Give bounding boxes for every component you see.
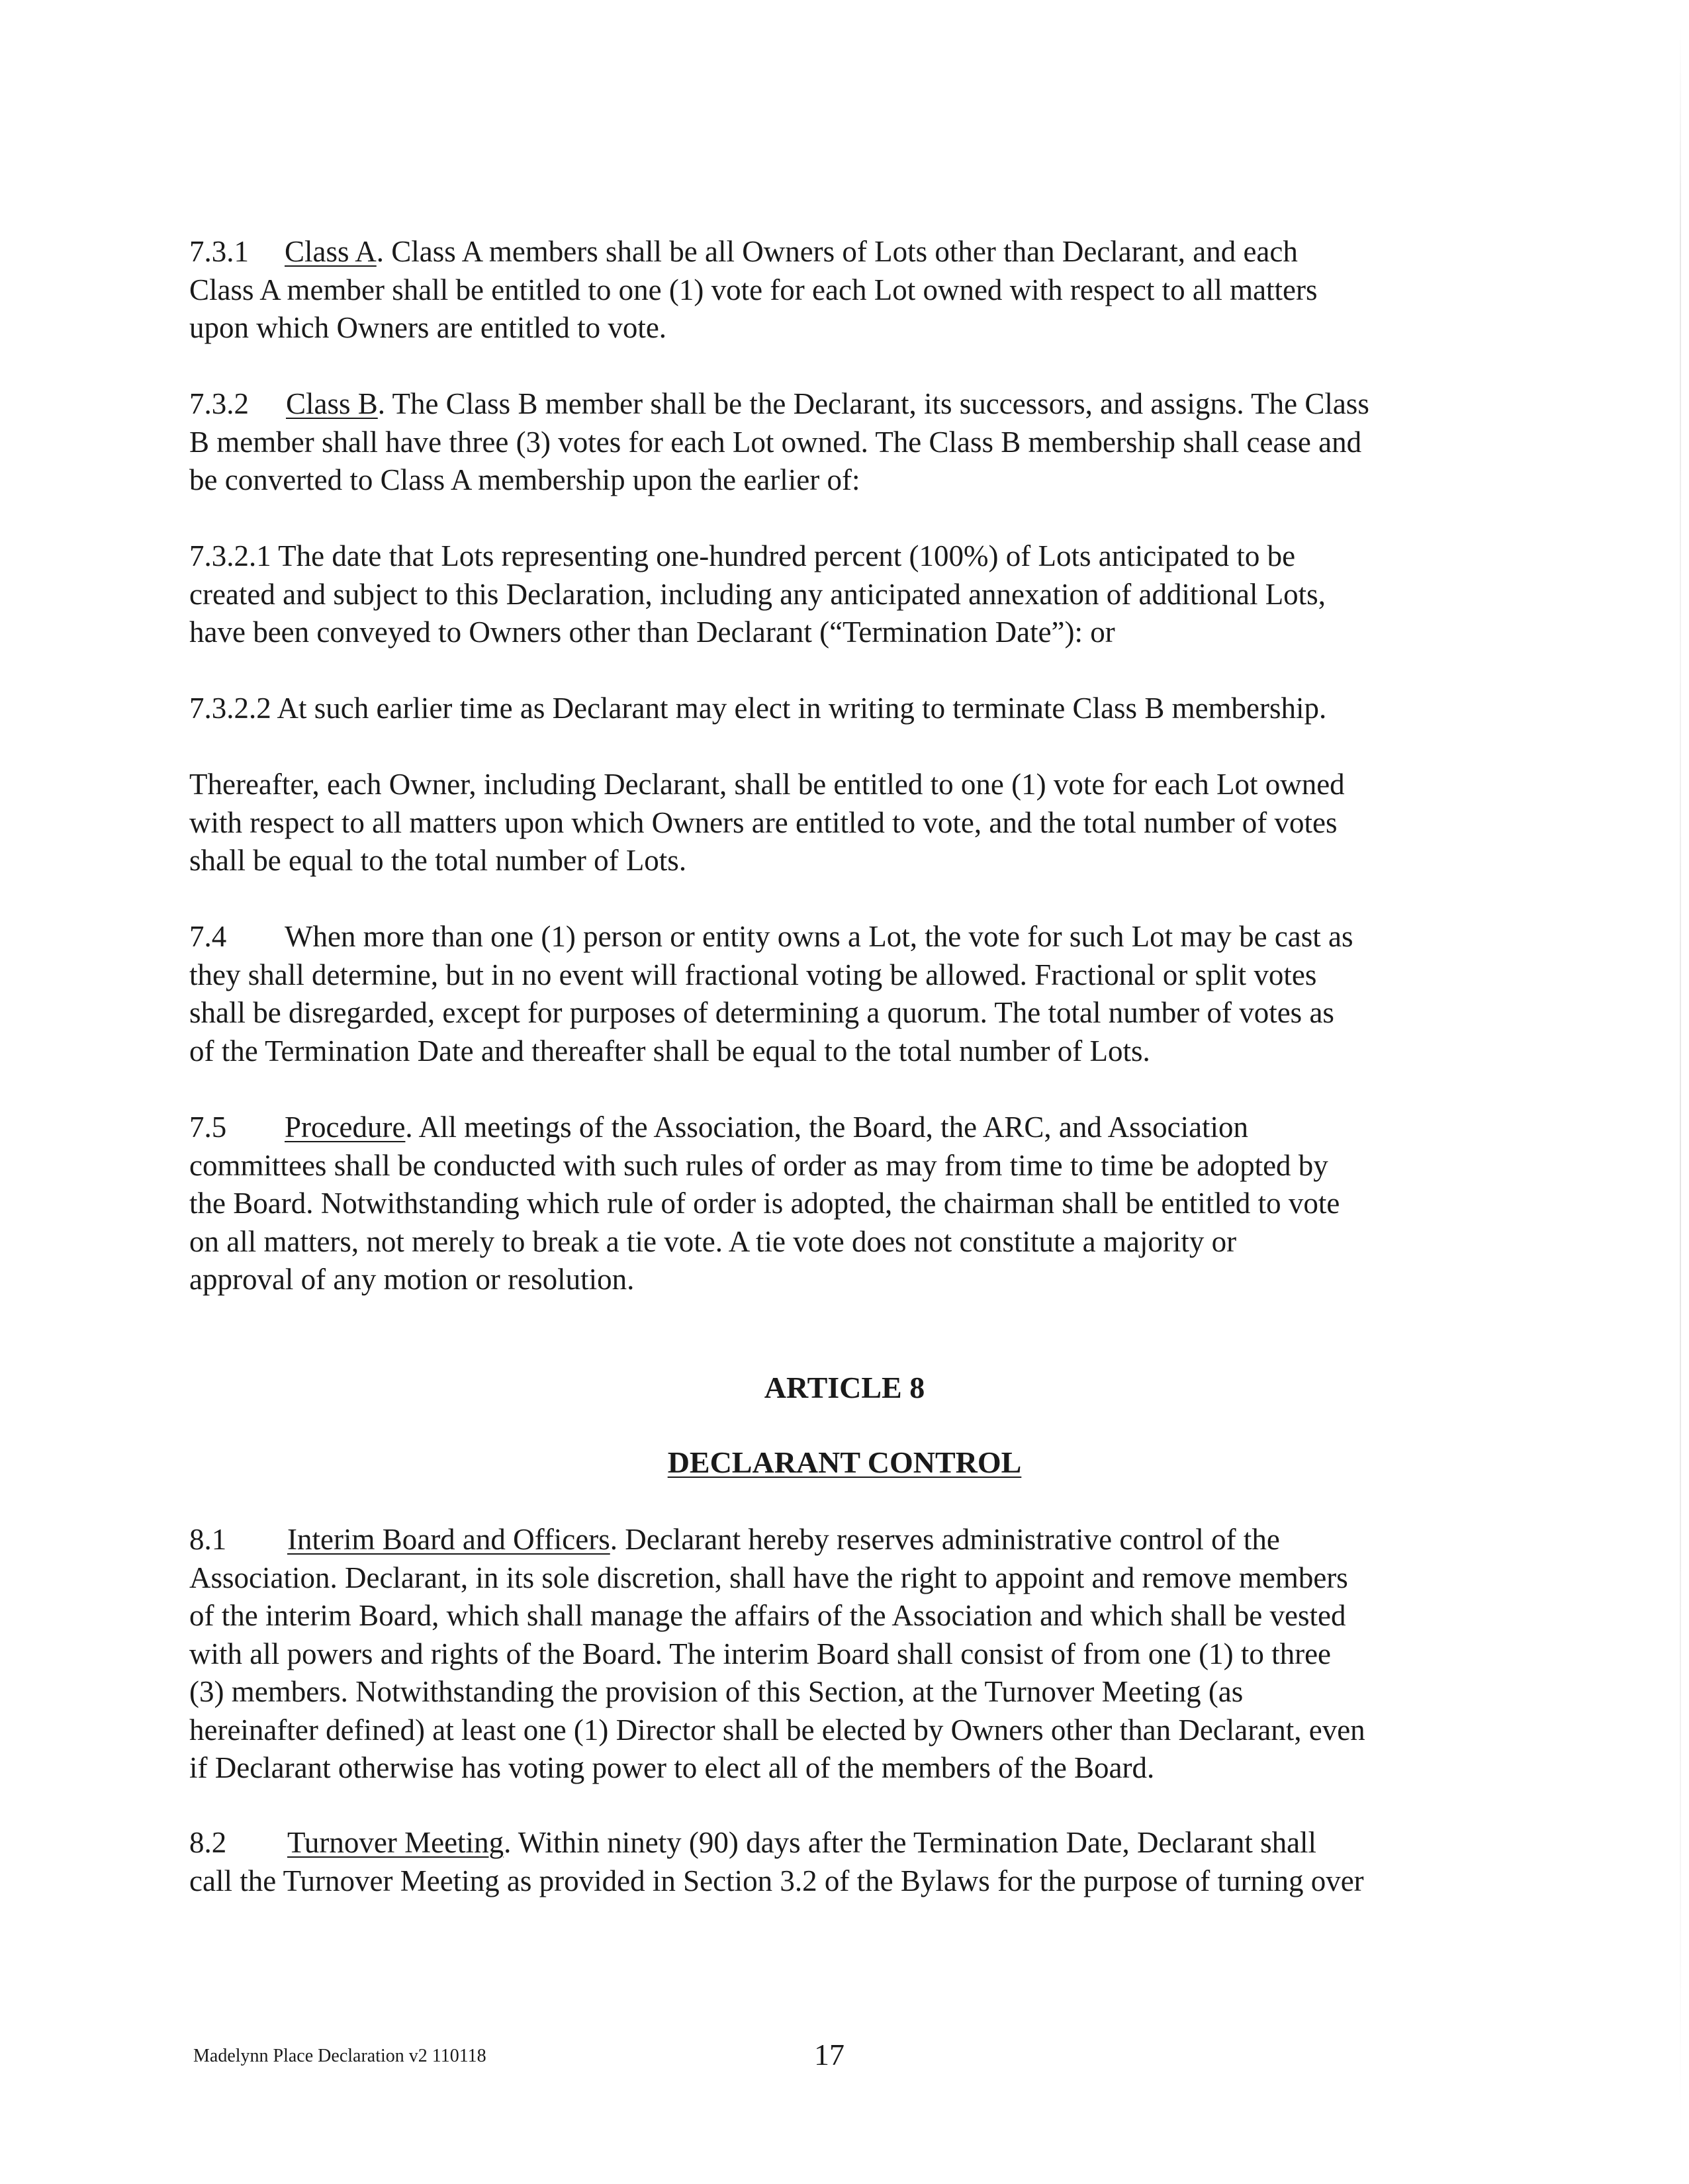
section-title: Class A <box>285 235 377 268</box>
scan-edge-line <box>1680 26 1681 2144</box>
section-number: 8.1 <box>189 1523 227 1556</box>
paragraph-line: shall be equal to the total number of Lots. <box>189 844 687 877</box>
section-8-2: 8.2 Turnover Meeting. Within ninety (90) days after the Termination Date, Declarant shall call the Turnover Meeting as provided in Section 3.2 of the Bylaws for the purpose of turning over <box>189 1824 1480 1900</box>
section-7-3-2-1 <box>189 537 1480 652</box>
paragraph-line: committees shall be conducted with such rules of order as may from time to time be adopted by <box>189 1148 1328 1182</box>
paragraph-line: upon which Owners are entitled to vote. <box>189 311 667 344</box>
section-8-1: 8.1 Interim Board and Officers. Declarant hereby reserves administrative control of the Association. Declarant, in its sole discretion, shall have the right to appoint and remove members of the interim Board, which shall manage the affairs of the Association and which shall be vested with all powers and rights of the Board. The interim Board shall consist of from one (1) to three (3) members. Notwithstanding the provision of this Section, at the Turnover Meeting (as hereinafter defined) at least one (1) Director shall be elected by Owners other than Declarant, even if Declarant otherwise has voting power to elect all of the members of the Board. <box>189 1521 1480 1788</box>
section-7-3-1: 7.3.1 Class A. Class A members shall be all Owners of Lots other than Declarant, and each Class A member shall be entitled to one (1) vote for each Lot owned with respect to all matters upon which Owners are entitled to vote. <box>189 233 1480 347</box>
section-7-4 <box>189 918 1480 1070</box>
article-heading: ARTICLE 8 <box>764 1371 925 1404</box>
paragraph-line: B member shall have three (3) votes for each Lot owned. The Class B membership shall cease and <box>189 425 1362 459</box>
section-7-3-2-2 <box>189 690 1480 728</box>
section-7-5: 7.5 Procedure. All meetings of the Association, the Board, the ARC, and Association committees shall be conducted with such rules of order as may from time to time be adopted by the Board. Notwithstanding which rule of order is adopted, the chairman shall be entitled to vote on all matters, not merely to break a tie vote. A tie vote does not constitute a majority or approval of any motion or resolution. <box>189 1109 1480 1299</box>
article-title <box>0 1445 1689 1480</box>
section-title: Turnover Meeting <box>287 1826 504 1859</box>
paragraph-line: approval of any motion or resolution. <box>189 1263 635 1296</box>
section-title: Procedure <box>285 1111 406 1144</box>
section-number: 7.3.2 <box>189 387 249 420</box>
paragraph-line: be converted to Class A membership upon the earlier of: <box>189 463 860 496</box>
paragraph-line: created and subject to this Declaration, including any anticipated annexation of additional Lots, <box>189 577 1326 611</box>
paragraph-line: have been conveyed to Owners other than Declarant (“Termination Date”): or <box>189 615 1115 649</box>
section-7-3-2: 7.3.2 Class B. The Class B member shall be the Declarant, its successors, and assigns. The Class B member shall have three (3) votes for each Lot owned. The Class B membership shall cease and be converted to Class A membership upon the earlier of: <box>189 385 1480 500</box>
paragraph-line: on all matters, not merely to break a tie vote. A tie vote does not constitute a majority or <box>189 1224 1237 1258</box>
paragraph-line: Declarant hereby reserves administrative control of the <box>625 1523 1280 1556</box>
paragraph-line: 7.3.2.1 The date that Lots representing one-hundred percent (100%) of Lots anticipated to be <box>189 539 1296 572</box>
section-title: Interim Board and Officers <box>287 1523 610 1556</box>
footer-document-id: Madelynn Place Declaration v2 110118 <box>193 2046 486 2066</box>
paragraph-line: if Declarant otherwise has voting power to elect all of the members of the Board. <box>189 1751 1155 1784</box>
paragraph-line: of the interim Board, which shall manage the affairs of the Association and which shall be vested <box>189 1599 1346 1632</box>
paragraph-line: Within ninety (90) days after the Termination Date, Declarant shall <box>518 1826 1317 1859</box>
paragraph-line: Class A member shall be entitled to one (1) vote for each Lot owned with respect to all matters <box>189 273 1318 306</box>
paragraph-line: All meetings of the Association, the Board, the ARC, and Association <box>418 1111 1249 1144</box>
section-number: 7.4 <box>189 920 227 953</box>
paragraph-line: the Board. Notwithstanding which rule of order is adopted, the chairman shall be entitled to vote <box>189 1187 1340 1220</box>
paragraph-line: Association. Declarant, in its sole discretion, shall have the right to appoint and remove members <box>189 1561 1348 1594</box>
paragraph-line: When more than one (1) person or entity owns a Lot, the vote for such Lot may be cast as <box>285 920 1353 953</box>
paragraph-line: 7.3.2.2 At such earlier time as Declarant may elect in writing to terminate Class B membership. <box>189 692 1327 725</box>
paragraph-line: they shall determine, but in no event will fractional voting be allowed. Fractional or split votes <box>189 958 1317 991</box>
paragraph-line: with respect to all matters upon which Owners are entitled to vote, and the total number of votes <box>189 805 1338 839</box>
section-number: 7.3.1 <box>189 235 249 268</box>
paragraph-line: call the Turnover Meeting as provided in Section 3.2 of the Bylaws for the purpose of turning over <box>189 1864 1364 1897</box>
paragraph-thereafter <box>189 766 1480 880</box>
paragraph-line: of the Termination Date and thereafter shall be equal to the total number of Lots. <box>189 1034 1150 1068</box>
paragraph-line: shall be disregarded, except for purposes of determining a quorum. The total number of votes as <box>189 996 1334 1029</box>
section-number: 7.5 <box>189 1111 227 1144</box>
section-title: Class B <box>286 387 378 420</box>
paragraph-line: hereinafter defined) at least one (1) Director shall be elected by Owners other than Declarant, even <box>189 1713 1365 1747</box>
paragraph-line: with all powers and rights of the Board. The interim Board shall consist of from one (1) to three <box>189 1637 1332 1670</box>
section-number: 8.2 <box>189 1826 227 1859</box>
paragraph-line: Class A members shall be all Owners of Lots other than Declarant, and each <box>391 235 1298 268</box>
paragraph-line: Thereafter, each Owner, including Declarant, shall be entitled to one (1) vote for each Lot owned <box>189 768 1345 801</box>
paragraph-line: The Class B member shall be the Declarant, its successors, and assigns. The Class <box>392 387 1369 420</box>
page-number: 17 <box>814 2038 844 2071</box>
article-title-text: DECLARANT CONTROL <box>667 1445 1022 1479</box>
paragraph-line: (3) members. Notwithstanding the provision of this Section, at the Turnover Meeting (as <box>189 1675 1244 1708</box>
